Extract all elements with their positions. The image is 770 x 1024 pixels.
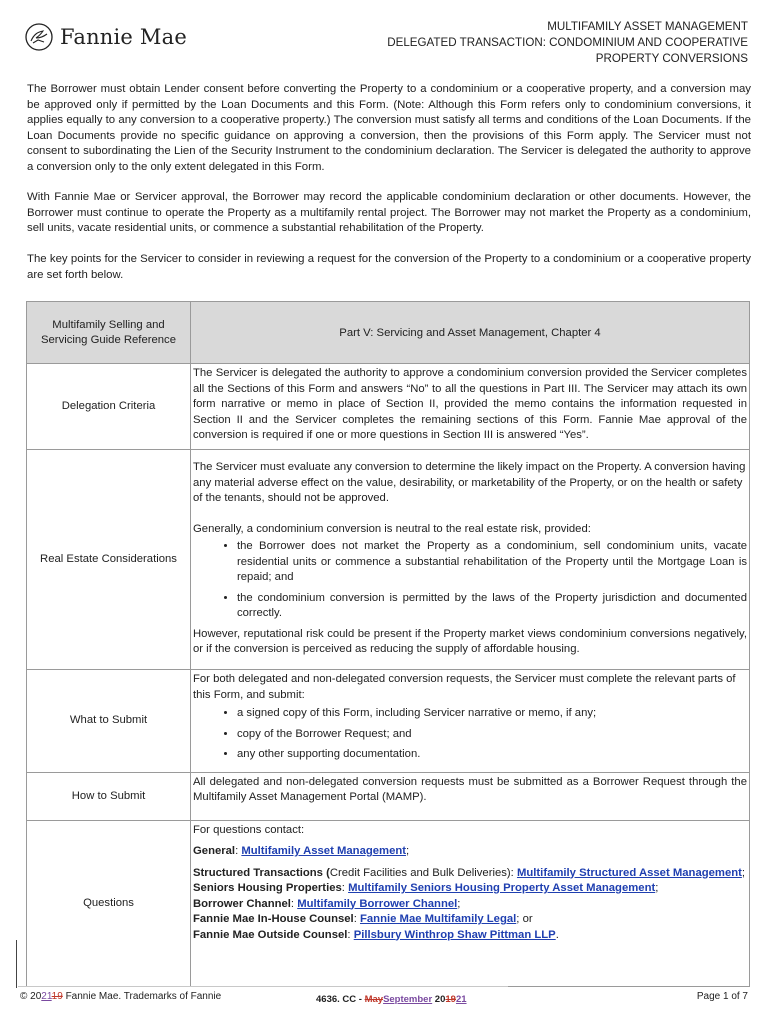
contact-outside-label: Fannie Mae Outside Counsel bbox=[193, 928, 348, 941]
header-line-1: MULTIFAMILY ASSET MANAGEMENT bbox=[547, 20, 748, 33]
contact-inhouse: Fannie Mae In-House Counsel: Fannie Mae Multifamily Legal; or bbox=[193, 913, 533, 925]
contact-structured-label: Structured Transactions ( bbox=[193, 866, 330, 879]
questions-intro: For questions contact: bbox=[193, 823, 305, 836]
logo-wordmark: Fannie Mae bbox=[60, 25, 187, 49]
what-to-submit-row bbox=[27, 670, 750, 773]
table-header-row bbox=[27, 302, 750, 364]
what-to-submit-content bbox=[191, 670, 750, 773]
contact-general-label: General bbox=[193, 845, 236, 857]
list-item: • any other supporting documentation. bbox=[237, 747, 747, 763]
fannie-mae-emblem-icon bbox=[24, 22, 54, 52]
contact-seniors-label: Seniors Housing Properties bbox=[193, 882, 342, 894]
contact-outside: Fannie Mae Outside Counsel: Pillsbury Winthrop Shaw Pittman LLP. bbox=[193, 928, 559, 941]
inserted-month: September bbox=[383, 994, 433, 1005]
list-item: • a signed copy of this Form, including Servicer narrative or memo, if any; bbox=[237, 706, 747, 722]
inserted-year: 21 bbox=[455, 994, 467, 1005]
intro-paragraph-1: The Borrower must obtain Lender consent before converting the Property to a condominium or a cooperative property, and a conversion may be approved only if permitted by the Loan Documents and this Form. (Note: Although this Form refers only to condominium conversions, it applies equally to any conversion to a cooperative property.) The conversion must satisfy all terms and conditions of the Loan Documents. If the Loan Documents provide no specific guidance on approving a conversion, then the provisions of this Form apply. The Servicer must not consent to subordinating the Lien of the Security Instrument to the condominium declaration. The Servicer is delegated the authority to approve a conversion only to the only extent delegated in this Form. bbox=[27, 83, 751, 173]
list-item: • copy of the Borrower Request; and bbox=[237, 727, 747, 743]
guide-reference-table bbox=[26, 301, 750, 987]
footer-divider bbox=[18, 986, 508, 987]
contact-borrower: Borrower Channel: Multifamily Borrower Channel; bbox=[193, 897, 461, 910]
general-contact-link[interactable]: Multifamily Asset Management bbox=[241, 845, 407, 857]
contact-inhouse-label: Fannie Mae In-House Counsel bbox=[193, 913, 354, 925]
how-to-submit-row bbox=[27, 772, 750, 820]
contact-structured-paren: Credit Facilities and Bulk Deliveries bbox=[329, 866, 507, 879]
header-line-3: PROPERTY CONVERSIONS bbox=[595, 52, 748, 65]
deleted-month: May bbox=[364, 994, 384, 1005]
document-header bbox=[387, 19, 748, 67]
real-estate-p2: Generally, a condominium conversion is neutral to the real estate risk, provided: bbox=[193, 522, 591, 535]
questions-content bbox=[191, 820, 750, 986]
questions-row bbox=[27, 820, 750, 986]
header-line-2: DELEGATED TRANSACTION: CONDOMINIUM AND COOPERATIVE bbox=[387, 36, 748, 49]
inhouse-counsel-link[interactable]: Fannie Mae Multifamily Legal bbox=[359, 913, 517, 925]
intro-paragraph-2: With Fannie Mae or Servicer approval, the Borrower may record the applicable condominium declaration or other documents. However, the Borrower must continue to operate the Property as a multifamily rental project. The Borrower may not market the Property as a condominium, sell units, vacate residential units, or commence a substantial rehabilitation of the Property. bbox=[27, 191, 751, 234]
real-estate-p3: However, reputational risk could be present if the Property market views condominium conversions negatively, or if the conversion is perceived as reducing the supply of affordable housing. bbox=[193, 627, 747, 655]
header-left-cell: Multifamily Selling and Servicing Guide Reference bbox=[27, 302, 191, 364]
footer-copyright bbox=[20, 991, 221, 1002]
year-prefix: 20 bbox=[432, 994, 446, 1005]
header-right-cell: Part V: Servicing and Asset Management, Chapter 4 bbox=[191, 302, 750, 364]
fannie-mae-logo bbox=[24, 22, 187, 52]
page-number: Page 1 of 7 bbox=[696, 991, 748, 1002]
intro-paragraph-3: The key points for the Servicer to consider in reviewing a request for the conversion of the Property to a condominium or a cooperative property are set forth below. bbox=[27, 253, 751, 281]
real-estate-bullets bbox=[193, 539, 747, 622]
contact-structured: Structured Transactions (Credit Facilities and Bulk Deliveries): Multifamily Structured Asset Management; bbox=[193, 866, 746, 879]
form-id: 4636. CC - bbox=[316, 994, 365, 1005]
copyright-deleted-year: 19 bbox=[51, 991, 63, 1002]
copyright-suffix: Fannie Mae. Trademarks of Fannie bbox=[62, 991, 222, 1002]
contact-borrower-label: Borrower Channel bbox=[193, 897, 291, 910]
delegation-text: The Servicer is delegated the authority to approve a condominium conversion provided the Servicer completes all the Sections of this Form and answers “No” to all the questions in Part III. The Servicer may attach its own form narrative or memo in place of Section II, provided the memo contains the information requested in Section II and the Servicer completes the remaining sections of this Form. Fannie Mae approval of the conversion is required if one or more questions in Section III is answered “Yes”. bbox=[191, 364, 750, 450]
real-estate-p1: The Servicer must evaluate any conversion to determine the likely impact on the Property. A conversion having any material adverse effect on the value, desirability, or marketability of the Property, or on the health or safety of the tenants, should not be approved. bbox=[193, 461, 746, 504]
what-to-submit-bullets bbox=[193, 706, 747, 763]
delegation-label: Delegation Criteria bbox=[27, 364, 191, 450]
copyright-prefix: © 20 bbox=[20, 991, 42, 1002]
real-estate-row bbox=[27, 450, 750, 670]
what-to-submit-label: What to Submit bbox=[27, 670, 191, 773]
seniors-contact-link[interactable]: Multifamily Seniors Housing Property Asset Management bbox=[348, 882, 656, 894]
contact-general: General: Multifamily Asset Management; bbox=[193, 845, 410, 857]
footer-form-id bbox=[316, 994, 467, 1005]
how-to-submit-label: How to Submit bbox=[27, 772, 191, 820]
what-to-submit-intro: For both delegated and non-delegated conversion requests, the Servicer must complete the relevant parts of this Form, and submit: bbox=[193, 673, 736, 701]
contact-structured-close: ): bbox=[506, 866, 514, 879]
delegation-row bbox=[27, 364, 750, 450]
contact-seniors: Seniors Housing Properties: Multifamily Seniors Housing Property Asset Management; bbox=[193, 882, 659, 894]
list-item: • the Borrower does not market the Property as a condominium, sell condominium units, vacate residential units or commence a substantial rehabilitation of the Property until the Mortgage Loan is repaid; and bbox=[237, 539, 747, 586]
deleted-year: 19 bbox=[445, 994, 456, 1005]
structured-contact-link[interactable]: Multifamily Structured Asset Management bbox=[516, 866, 742, 879]
questions-label: Questions bbox=[27, 820, 191, 986]
real-estate-label: Real Estate Considerations bbox=[27, 450, 191, 670]
list-item: • the condominium conversion is permitted by the laws of the Property jurisdiction and documented correctly. bbox=[237, 591, 747, 622]
how-to-submit-text: All delegated and non-delegated conversion requests must be submitted as a Borrower Request through the Multifamily Asset Management Portal (MAMP). bbox=[191, 772, 750, 820]
copyright-inserted-year: 21 bbox=[41, 991, 52, 1002]
real-estate-content bbox=[191, 450, 750, 670]
revision-change-bar bbox=[16, 940, 17, 988]
outside-counsel-link[interactable]: Pillsbury Winthrop Shaw Pittman LLP bbox=[353, 928, 556, 941]
contact-inhouse-tail: ; or bbox=[516, 913, 533, 925]
borrower-contact-link[interactable]: Multifamily Borrower Channel bbox=[297, 897, 458, 910]
